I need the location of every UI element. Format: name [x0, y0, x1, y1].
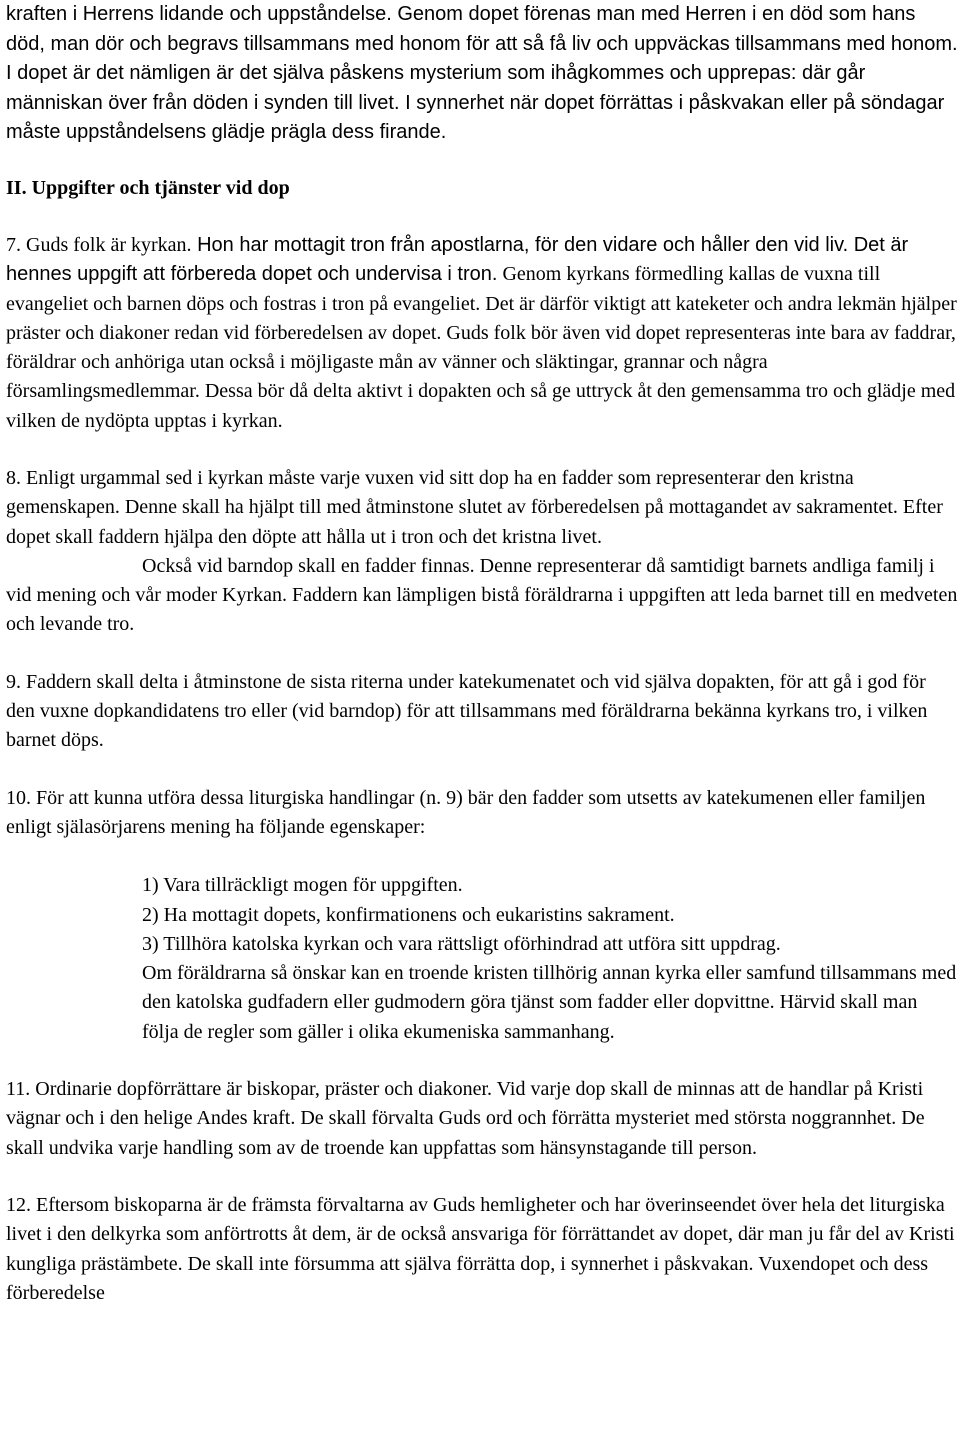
paragraph-7-part-c: Genom kyrkans förmedling kallas de vuxna till evangeliet och barnen döps och fostras i tron på evangeliet. Det är därför viktigt att kateketer och andra lekmän hjälper präster och diakoner redan vid förberedelsen av dopet. — [6, 263, 957, 344]
paragraph-7 — [6, 231, 958, 436]
list-item: 3) Tillhöra katolska kyrkan och vara rättsligt oförhindrad att utföra sitt uppdrag. — [142, 932, 781, 955]
paragraph-11: 11. Ordinarie dopförrättare är biskopar, präster och diakoner. Vid varje dop skall de minnas att de handlar på Kristi vägnar och i den helige Andes kraft. De skall förvalta Guds ord och förrätta mysteriet med största noggrannhet. De skall undvika varje handling som av de troende kan uppfattas som hänsynstagande till person. — [6, 1078, 925, 1159]
paragraph-12: 12. Eftersom biskoparna är de främsta förvaltarna av Guds hemligheter och har överinseendet över hela det liturgiska livet i den delkyrka som anförtrotts åt dem, är de också ansvariga för förrättandet av dopet, där man ju får del av Kristi kungliga prästämbete. De skall inte försumma att själva förrätta dop, i synnerhet i påskvakan. Vuxendopet och dess förberedelse — [6, 1193, 955, 1304]
paragraph-8: 8. Enligt urgammal sed i kyrkan måste varje vuxen vid sitt dop ha en fadder som representerar den kristna gemenskapen. Denne skall ha hjälpt till med åtminstone slutet av förberedelsen på mottagandet av sakramentet. Efter dopet skall faddern hjälpa den döpte att hålla ut i tron och det kristna livet. — [6, 466, 943, 548]
section-heading: II. Uppgifter och tjänster vid dop — [6, 176, 290, 199]
list-item: 2) Ha mottagit dopets, konfirmationens och eukaristins sakrament. — [142, 903, 675, 926]
list-note: Om föräldrarna så önskar kan en troende kristen tillhörig annan kyrka eller samfund tillsammans med den katolska gudfadern eller gudmodern göra tjänst som fadder eller dopvittne. Härvid skall man följa de regler som gäller i olika ekumeniska sammanhang. — [142, 962, 957, 1043]
paragraph-10: 10. För att kunna utföra dessa liturgiska handlingar (n. 9) bär den fadder som utsetts av katekumenen eller familjen enligt själasörjarens mening ha följande egenskaper: — [6, 786, 926, 838]
paragraph-7-part-a: 7. Guds folk är kyrkan. — [6, 233, 192, 256]
intro-paragraph: kraften i Herrens lidande och uppståndelse. Genom dopet förenas man med Herren i en död som hans död, man dör och begravs tillsammans med honom för att så få liv och uppväckas tillsammans med honom. I dopet är det nämligen är det själva påskens mysterium som ihågkommes och upprepas: där går människan över från döden i synden till livet. I synnerhet när dopet förrättas i påskvakan eller på söndagar måste uppståndelsens glädje prägla dess firande. — [6, 3, 958, 143]
document-page — [6, 0, 958, 1308]
paragraph-7-part-b: Hon har mottagit tron från apostlarna, för den vidare och håller den vid liv. Det är hennes uppgift att förbereda dopet och undervisa i tron. — [6, 233, 909, 285]
paragraph-7-part-e: Dessa bör då delta aktivt i dopakten och så ge uttryck åt den gemensamma tro och glädje med vilken de nydöpta upptas i kyrkan. — [6, 380, 956, 432]
list-item: 1) Vara tillräckligt mogen för uppgiften. — [142, 874, 463, 897]
paragraph-7-part-d: Guds folk bör även vid dopet representeras inte bara av faddrar, föräldrar och anhöriga utan också i möjligaste mån av vänner och släktingar, grannar och några församlingsmedlemmar. — [6, 321, 956, 403]
paragraph-8-continued: Också vid barndop skall en fadder finnas. Denne representerar då samtidigt barnets andliga familj i vid mening och vår moder Kyrkan. Faddern kan lämpligen bistå föräldrarna i uppgiften att leda barnet till en medveten och levande tro. — [6, 554, 958, 636]
paragraph-9: 9. Faddern skall delta i åtminstone de sista riterna under katekumenatet och vid själva dopakten, för att gå i god för den vuxne dopkandidatens tro eller (vid barndop) för att tillsammans med föräldrarna bekänna kyrkans tro, i vilken barnet döps. — [6, 670, 928, 752]
requirements-list — [6, 871, 958, 1047]
